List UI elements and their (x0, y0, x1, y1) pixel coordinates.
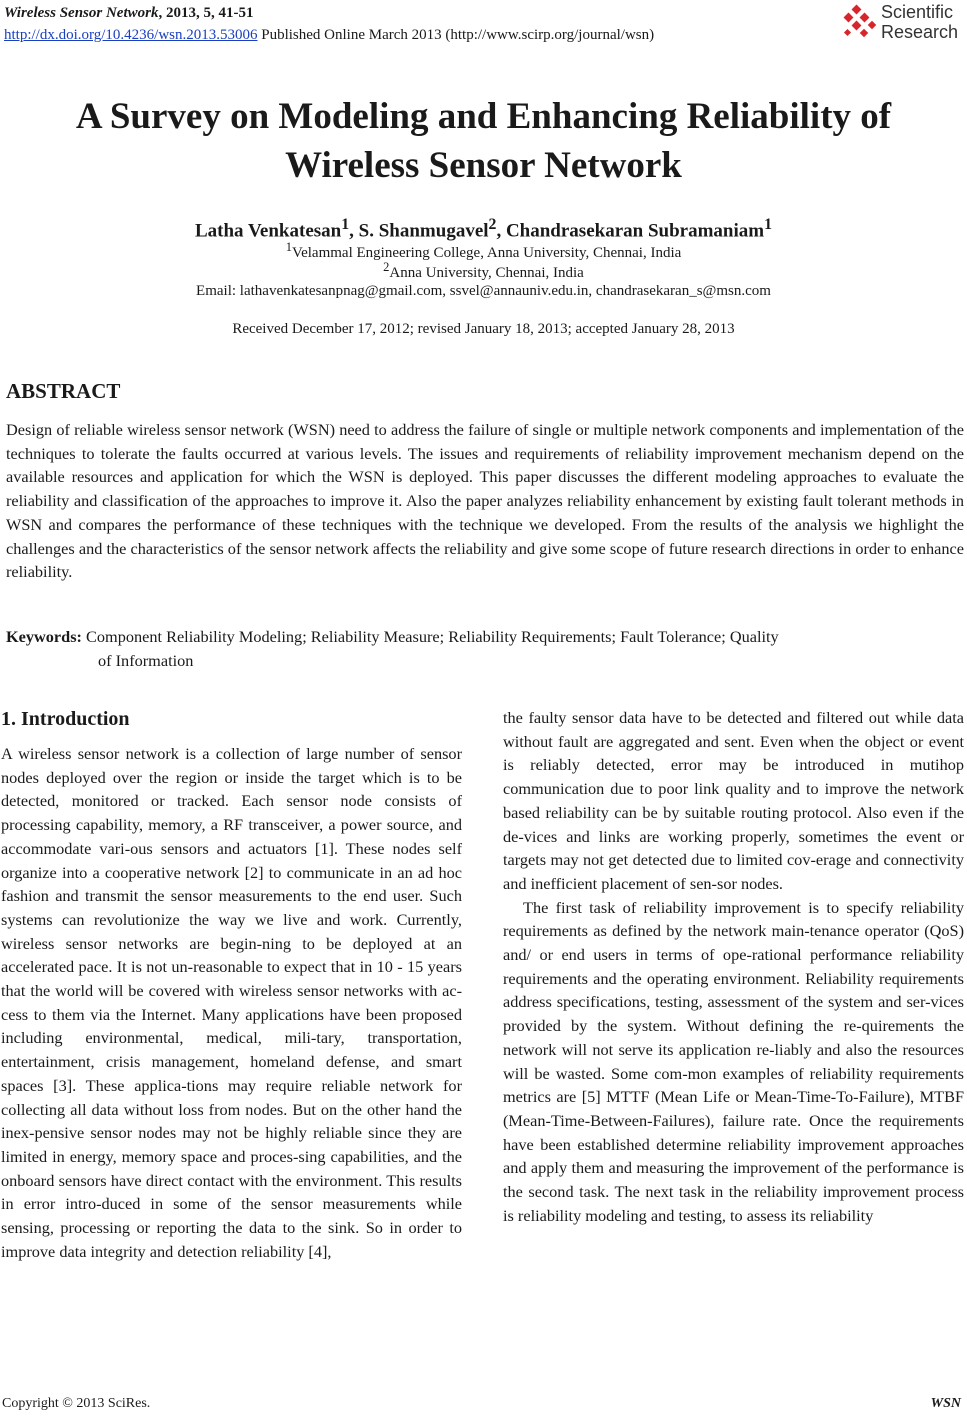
affiliation-1-text: Velammal Engineering College, Anna University, Chennai, India (291, 245, 682, 261)
journal-abbreviation: WSN (930, 1396, 961, 1411)
doi-link[interactable]: http://dx.doi.org/10.4236/wsn.2013.53006 (4, 27, 258, 43)
keywords-line-2: of Information (98, 651, 194, 670)
copyright: Copyright © 2013 SciRes. (2, 1396, 151, 1411)
author-1: Latha Venkatesan (194, 220, 342, 242)
author-3-affiliation: 1 (764, 216, 773, 233)
affiliation-1 (0, 240, 967, 262)
published-note: Published Online March 2013 (http://www.scirp.org/journal/wsn) (257, 27, 655, 43)
author-3: , Chandrasekaran Subramaniam (496, 220, 765, 242)
publisher-logo (839, 2, 961, 46)
logo-line-1: Scientific (881, 2, 954, 22)
title-line-2: Wireless Sensor Network (285, 145, 682, 186)
author-1-affiliation: 1 (341, 216, 350, 233)
journal-citation (4, 2, 654, 24)
affiliation-2-marker: 2 (383, 260, 390, 274)
author-list (0, 216, 967, 242)
keywords-label: Keywords: (6, 627, 82, 646)
volume-pages: , 2013, 5, 41-51 (158, 5, 254, 21)
affiliation-2 (0, 260, 967, 282)
running-header (4, 2, 654, 46)
paper-title (0, 92, 967, 190)
logo-line-2: Research (881, 22, 959, 42)
doi-line (4, 24, 654, 46)
intro-paragraph-2: The first task of reliability improvement is to specify reliability requirements as defined by the network main-tenance operator (QoS) and/ or end users in terms of ope-rational performance reliability requirements and the operating environment. Reliability requirements address specifications, testing, assessment of the system and ser-vices provided by the system. Without defining the re-quirements the network will not serve its application re-liably and also the resources will be wasted. Some com-mon examples of reliability requirements metrics are [5] MTTF (Mean Life or Mean-Time-To-Failure), MTBF (Mean-Time-Between-Failures), failure rate. Once the requirements have been established determine reliability improvement approaches and apply them and measuring the improvement of the performance is the second task. The next task in the reliability improvement process is reliability modeling and testing, to assess its reliability (503, 897, 964, 1225)
intro-paragraph-1: A wireless sensor network is a collection of large number of sensor nodes deployed over the region or inside the target which is to be detected, monitored or tracked. Each sensor node consists of processing capability, memory, a RF transceiver, a power source, and accommodate vari-ous sensors and actuators [1]. These nodes self organize into a cooperative network [2] to communicate in an ad hoc fashion and transmit the sensor measurements to the end user. Such systems can revolutionize the way we live and work. Currently, wireless sensor networks are begin-ning to be deployed at an accelerated pace. It is not un-reasonable to expect that in 10 - 15 years that the world will be covered with wireless sensor networks with ac-cess to them via the Internet. Many applications have been proposed including environmental, medical, mili-tary, transportation, entertainment, crisis management, homeland defense, and smart spaces [3]. These applica-tions may require reliable network for collecting all data without loss from nodes. But on the other hand the inex-pensive sensor nodes may not be highly reliable since they are limited in energy, memory space and proces-sing capabilities, and the onboard sensors have direct contact with the environment. This results in error intro-duced in some of the sensor measurements while sensing, processing or reporting the data to the sink. So in order to improve data integrity and detection reliability [4], (1, 744, 462, 1261)
logo-text (881, 2, 958, 42)
left-column (1, 706, 462, 1263)
keywords-line-1: Component Reliability Modeling; Reliability Measure; Reliability Requirements; Fault Tolerance; Quality (81, 627, 779, 646)
received-dates: Received December 17, 2012; revised January 18, 2013; accepted January 28, 2013 (232, 321, 735, 337)
journal-name: Wireless Sensor Network (4, 5, 159, 21)
title-line-1: A Survey on Modeling and Enhancing Reliability of (75, 96, 892, 137)
affiliation-1-marker: 1 (285, 240, 292, 254)
abstract-text: Design of reliable wireless sensor network (WSN) need to address the failure of single or multiple network components and implementation of the techniques to tolerate the faults occurred at various levels. The issues and requirements of reliability improvement mechanism depend on the available resources and application for which the WSN is deployed. This paper discusses the different modeling approaches to evaluate the reliability and classification of the approaches to improve it. Also the paper analyzes reliability enhancement by existing fault tolerant methods in WSN and compares the performance of these techniques with the technique we developed. From the results of the analysis we highlight the challenges and the characteristics of the sensor network affects the reliability and give some scope of future research directions in order to enhance reliability. (6, 420, 964, 582)
keywords (6, 625, 964, 673)
author-2-affiliation: 2 (488, 216, 497, 233)
logo-mark-icon (839, 4, 879, 44)
page-footer (2, 1396, 961, 1412)
intro-paragraph-1-cont: the faulty sensor data have to be detected and filtered out while data without fault are aggregated and sent. Even when the object or event is reliably detected, error may be introduced in mutihop communication due to poor link quality and to improve the network based reliability can be by suitable routing protocol. Also even if the de-vices and links are working properly, sometimes the event or targets may not get detected due to limited cov-erage and connectivity and inefficient placement of sen-sor nodes. (503, 708, 964, 893)
author-2: , S. Shanmugavel (349, 220, 489, 242)
affiliation-2-text: Anna University, Chennai, India (389, 265, 584, 281)
email-line: Email: lathavenkatesanpnag@gmail.com, ssvel@annauniv.edu.in, chandrasekaran_s@msn.com (196, 283, 771, 299)
section-heading-introduction: 1. Introduction (1, 708, 130, 730)
right-column (503, 706, 964, 1227)
abstract-heading: ABSTRACT (6, 379, 121, 403)
